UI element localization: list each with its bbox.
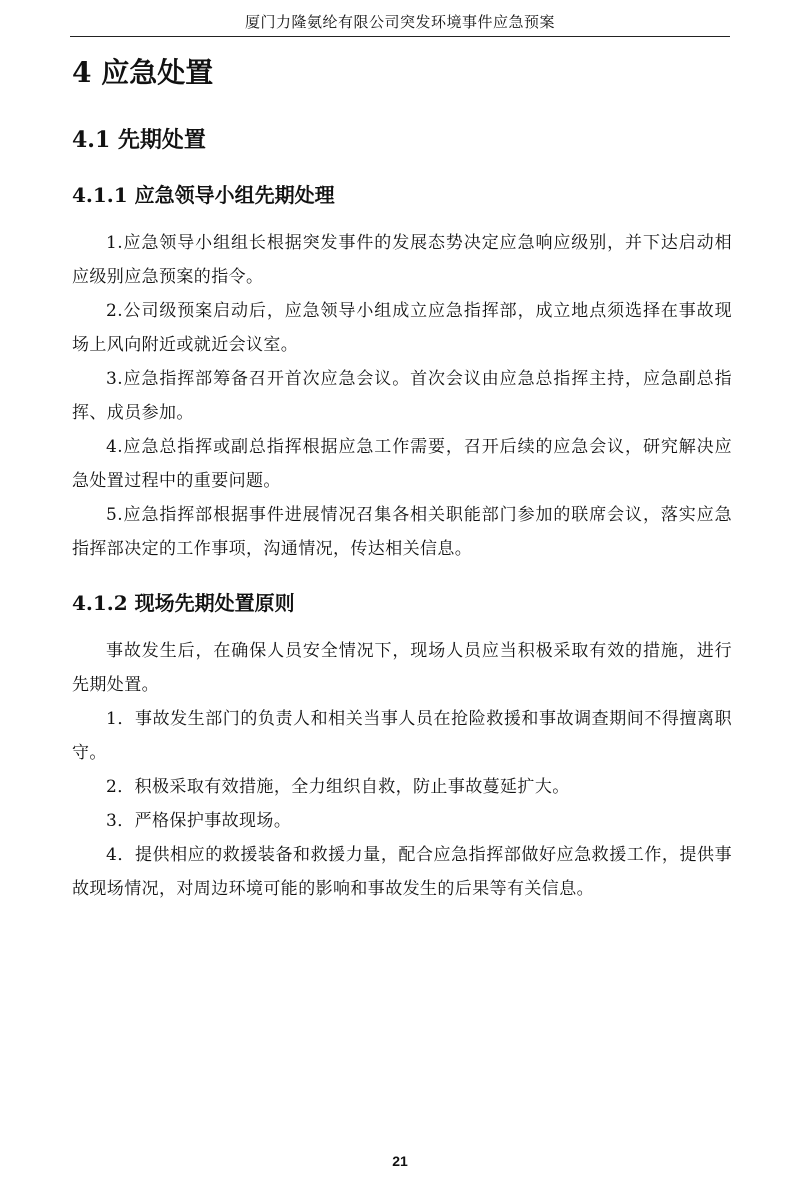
page-number: 21 <box>392 1153 408 1169</box>
paragraph: 5.应急指挥部根据事件进展情况召集各相关职能部门参加的联席会议，落实应急指挥部决定的工作事项，沟通情况，传达相关信息。 <box>72 505 732 559</box>
section-title: 4.1 先期处置 <box>72 127 206 153</box>
paragraph: 2.公司级预案启动后，应急领导小组成立应急指挥部，成立地点须选择在事故现场上风向附近或就近会议室。 <box>72 301 732 355</box>
running-header: 厦门力隆氨纶有限公司突发环境事件应急预案 <box>70 12 730 37</box>
chapter-title: 4 应急处置 <box>72 56 214 89</box>
list-item: 3．严格保护事故现场。 <box>106 811 292 831</box>
paragraph: 1.应急领导小组组长根据突发事件的发展态势决定应急响应级别，并下达启动相应级别应急预案的指令。 <box>72 233 732 287</box>
list-item: 1．事故发生部门的负责人和相关当事人员在抢险救援和事故调查期间不得擅离职守。 <box>72 709 732 763</box>
page-content <box>72 40 732 906</box>
list-item: 2．积极采取有效措施，全力组织自救，防止事故蔓延扩大。 <box>106 777 570 797</box>
intro-paragraph: 事故发生后，在确保人员安全情况下，现场人员应当积极采取有效的措施，进行先期处置。 <box>72 641 732 695</box>
subsection-title-4-1-1: 4.1.1 应急领导小组先期处理 <box>72 183 335 207</box>
subsection-body-4-1-2 <box>72 634 732 906</box>
subsection-title-4-1-2: 4.1.2 现场先期处置原则 <box>72 591 295 615</box>
subsection-body-4-1-1 <box>72 226 732 566</box>
paragraph: 3.应急指挥部筹备召开首次应急会议。首次会议由应急总指挥主持，应急副总指挥、成员参加。 <box>72 369 732 423</box>
list-item: 4．提供相应的救援装备和救援力量，配合应急指挥部做好应急救援工作，提供事故现场情况，对周边环境可能的影响和事故发生的后果等有关信息。 <box>72 845 732 899</box>
paragraph: 4.应急总指挥或副总指挥根据应急工作需要，召开后续的应急会议，研究解决应急处置过程中的重要问题。 <box>72 437 732 491</box>
